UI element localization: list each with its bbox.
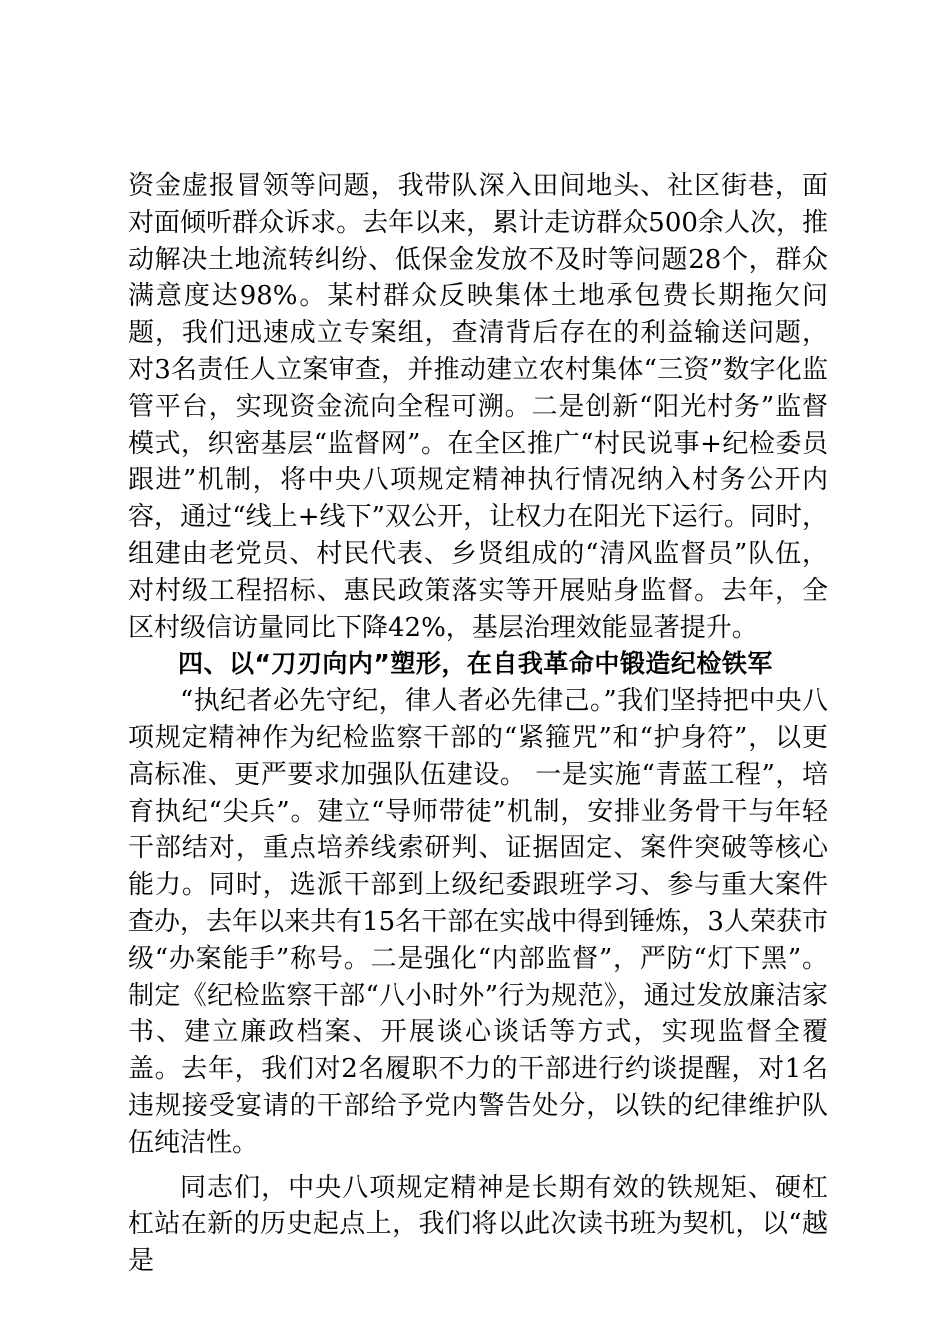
closing-paragraph: 同志们，中央八项规定精神是长期有效的铁规矩、硬杠杠站在新的历史起点上，我们将以此次读书班为契机，以“越是 <box>128 1172 828 1277</box>
section-heading: 四、以“刀刃向内”塑形，在自我革命中锻造纪检铁军 <box>178 649 773 679</box>
document-body <box>128 168 828 1280</box>
body-paragraph-continued: 资金虚报冒领等问题，我带队深入田间地头、社区街巷，面对面倾听群众诉求。去年以来，累计走访群众500余人次，推动解决土地流转纠纷、低保金发放不及时等问题28个，群众满意度达98%。某村群众反映集体土地承包费长期拖欠问题，我们迅速成立专案组，查清背后存在的利益输送问题，对3名责任人立案审查，并推动建立农村集体“三资”数字化监管平台，实现资金流向全程可溯。二是创新“阳光村务”监督模式，织密基层“监督网”。在全区推广“村民说事+纪检委员跟进”机制，将中央八项规定精神执行情况纳入村务公开内容，通过“线上+线下”双公开，让权力在阳光下运行。同时，组建由老党员、村民代表、乡贤组成的“清风监督员”队伍，对村级工程招标、惠民政策落实等开展贴身监督。去年，全区村级信访量同比下降42%，基层治理效能显著提升。 <box>128 171 828 643</box>
body-paragraph: “执纪者必先守纪，律人者必先律己。”我们坚持把中央八项规定精神作为纪检监察干部的“紧箍咒”和“护身符”，以更高标准、更严要求加强队伍建设。 一是实施“青蓝工程”，培育执纪“尖兵”。建立“导师带徒”机制，安排业务骨干与年轻干部结对，重点培养线索研判、证据固定、案件突破等核心能力。同时，选派干部到上级纪委跟班学习、参与重大案件查办，去年以来共有15名干部在实战中得到锤炼，3人荣获市级“办案能手”称号。二是强化“内部监督”，严防“灯下黑”。制定《纪检监察干部“八小时外”行为规范》，通过发放廉洁家书、建立廉政档案、开展谈心谈话等方式，实现监督全覆盖。去年，我们对2名履职不力的干部进行约谈提醒，对1名违规接受宴请的干部给予党内警告处分，以铁的纪律维护队伍纯洁性。 <box>128 686 828 1158</box>
